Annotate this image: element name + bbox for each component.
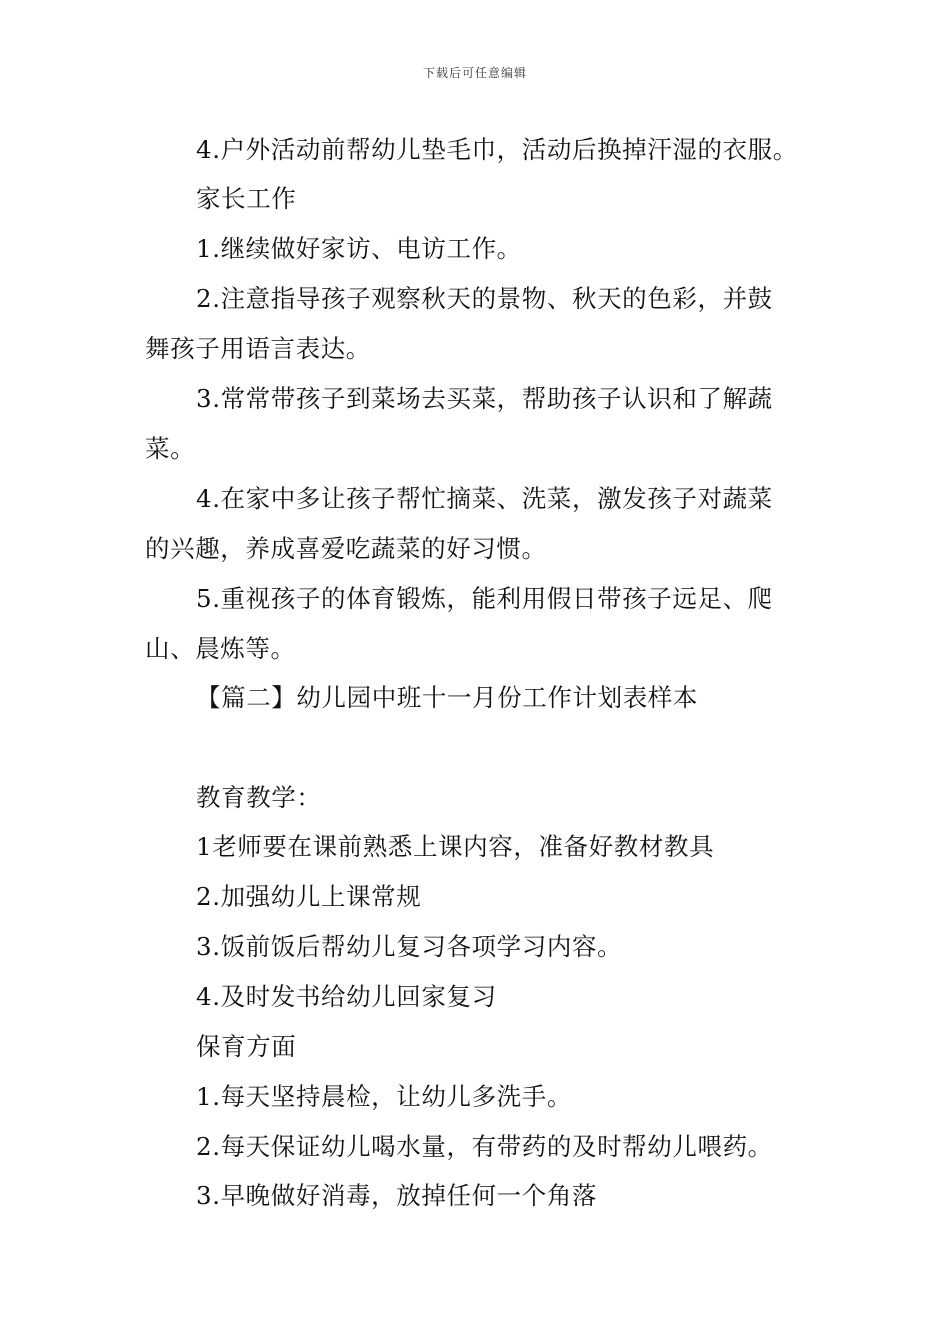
page-header: 下载后可任意编辑 [422,66,527,80]
text-line: 4.在家中多让孩子帮忙摘菜、洗菜，激发孩子对蔬菜 [196,484,773,513]
section-heading: 保育方面 [196,1032,297,1061]
text-line: 的兴趣，养成喜爱吃蔬菜的好习惯。 [145,534,547,563]
text-line: 1.每天坚持晨检，让幼儿多洗手。 [196,1082,572,1111]
text-line: 4.及时发书给幼儿回家复习 [196,982,497,1011]
text-line: 4.户外活动前帮幼儿垫毛巾，活动后换掉汗湿的衣服。 [196,135,798,164]
text-line: 2.注意指导孩子观察秋天的景物、秋天的色彩，并鼓 [196,284,773,313]
text-line: 3.饭前饭后帮幼儿复习各项学习内容。 [196,932,623,961]
text-line: 2.加强幼儿上课常规 [196,882,422,911]
chapter-title: 【篇二】幼儿园中班十一月份工作计划表样本 [196,683,698,712]
text-line: 山、晨炼等。 [145,634,296,663]
section-heading: 教育教学： [196,783,322,812]
text-line: 3.早晚做好消毒，放掉任何一个角落 [196,1181,598,1210]
text-line: 1.继续做好家访、电访工作。 [196,234,522,263]
text-line: 3.常常带孩子到菜场去买菜，帮助孩子认识和了解蔬 [196,384,773,413]
text-line: 1老师要在课前熟悉上课内容，准备好教材教具 [196,832,715,861]
text-line: 2.每天保证幼儿喝水量，有带药的及时帮幼儿喂药。 [196,1132,773,1161]
text-line: 5.重视孩子的体育锻炼，能利用假日带孩子远足、爬 [196,584,773,613]
section-heading: 家长工作 [196,184,297,213]
text-line: 舞孩子用语言表达。 [145,334,371,363]
text-line: 菜。 [145,434,196,463]
